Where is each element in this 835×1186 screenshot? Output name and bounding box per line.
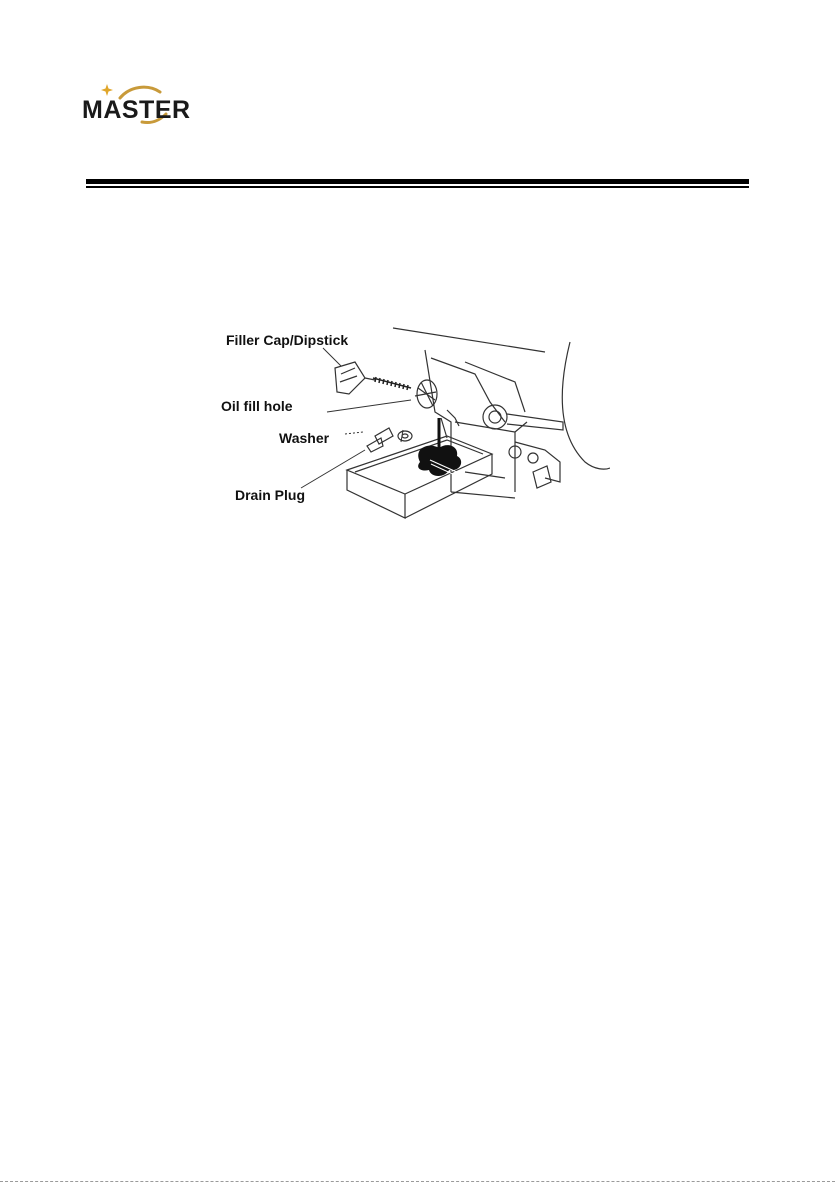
callout-oil-fill-hole: Oil fill hole bbox=[221, 398, 293, 414]
logo-text: MASTER bbox=[82, 96, 191, 124]
callout-filler-cap: Filler Cap/Dipstick bbox=[226, 332, 349, 348]
callout-drain-plug: Drain Plug bbox=[235, 487, 306, 503]
header-rule-thick bbox=[86, 179, 749, 184]
page-bottom-edge bbox=[0, 1181, 835, 1182]
callout-washer: Washer bbox=[279, 430, 330, 446]
master-logo bbox=[80, 80, 192, 130]
star-icon bbox=[101, 84, 113, 96]
header-rule-thin bbox=[86, 186, 749, 188]
